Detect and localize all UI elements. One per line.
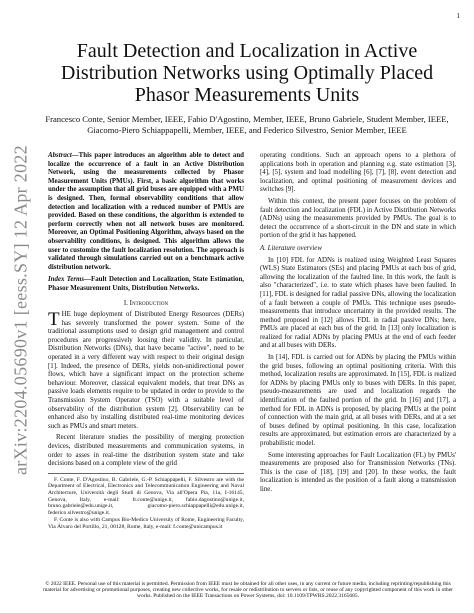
footnote-affiliation: F. Conte, F. D'Agostino, B. Gabriele, G.-P. Schiappapelli, F. Silvestro are with the Department of Electrical, Electronics and Telecommunication Engineering and Naval Architecture, Università degli Studi di Genova, Via all'Opera Pia, 11a, I-16145, Genova, Italy, e-mail: fr.conte@unige.it, fabio.dagostino@unige.it, bruno.gabriele@edu.unige.it, giacomo-piero.schiappapelli@edu.unige.it, federico.silvestro@unige.it.	[48, 476, 244, 516]
right-paragraph-1: operating conditions. Such an approach opens to a plethora of applications both in operation and planning e.g. state estimation [3], [4], [5], system and load modelling [6], [7], [8], event detection and localization, and optimal positioning of measurement devices and switches [9].	[260, 152, 456, 194]
index-terms-text: —Fault Detection and Localization, State Estimation, Phasor Measurement Units, Distribution Networks.	[48, 276, 245, 292]
right-column	[260, 152, 456, 498]
abstract	[48, 152, 244, 272]
literature-paragraph-2: In [14], FDL is carried out for ADNs by placing the PMUs within the grid buses, following an optimal positioning criteria. With this method, localization results are approximated. In [15], FDL is realized for ADNs by placing PMUs only to buses with DERs. In this paper, pseudo-measurements are used and localization regards the identification of the faulted portion of the grid. In [16] and [17], a method for FDL in ADNs is proposed, by placing PMUs at the point of connection with the main grid, at all buses with DERs, and at a set of buses defined by optimal positioning. In this case, localization results are approximated, but estimation errors are characterized by a probabilistic model.	[260, 354, 456, 447]
left-column	[48, 152, 244, 532]
abstract-label: Abstract	[48, 152, 72, 159]
intro-paragraph-1-text: HE huge deployment of Distributed Energy Resources (DERs) has severely transformed the power system. Some of the traditional assumptions used to design grid management and control procedures are progressively loosing their validity. In particular, Distribution Networks (DNs), that have became "active", need to be operated in a very different way with respect to their original design [1]. Indeed, the presence of DERs, yields non-unidirectional power flows, which have a significant impact on the protection scheme behaviour. Moreover, classical equivalent models, that treat DNs as passive loads elements require to be updated in order to provide to the Transmission System Operator (TSO) with a suitable level of observability of the distribution system [2]. Observability can be enhanced also by installing distributed real-time monitoring devices such as PMUs and smart meters.	[48, 311, 244, 430]
subsection-heading-literature: A. Literature overview	[260, 244, 322, 252]
intro-paragraph-1	[48, 311, 244, 431]
arxiv-stamp	[6, 145, 36, 475]
literature-paragraph-3: Some interesting approaches for Fault Localization (FL) by PMUs' measurements are proposed also for Transmission Networks (TNs). This is the case of [18], [19] and [20]. In these works, the fault localization is intended as the position of a fault along a transmission line.	[260, 451, 456, 493]
author-list: Francesco Conte, Senior Member, IEEE, Fabio D'Agostino, Member, IEEE, Bruno Gabriele, Student Member, IEEE, Giacomo-Piero Schiappapelli, Member, IEEE, and Federico Silvestro, Senior Member, IEEE	[45, 114, 449, 135]
literature-paragraph-1: In [10] FDL for ADNs is realized using Weighted Least Squares (WLS) State Estimators (SEs) and placing PMUs at each bus of grid, allowing the localization of the faulted line. In this work, the fault is also "characterized", i.e. to state which phases have been faulted. In [11], FDL is designed for radial passive DNs, allowing the localization of a fault between a couple of PMUs. This technique uses pseudo-measurements that introduce uncertainty in the provided results. The method proposed in [12] allows FDL in radial passive DNs; here, PMUs are placed at each bus of the grid. In [13] only localization is realized for radial ADNs by placing PMUs at the end of each feeder and at all buses with DERs.	[260, 256, 456, 350]
intro-paragraph-2: Recent literature studies the possibility of merging protection devices, distributed measurements and communication systems, in order to asses in real-time the distribution system state and take decisions based on a complete view of the grid	[48, 434, 244, 468]
index-terms-label: Index Terms	[48, 276, 85, 284]
right-paragraph-2: Within this context, the present paper focuses on the problem of fault detection and localization (FDL) in Active Distribution Networks (ADNs) using the measurements provided by PMUs. The goal is to detect the occurrence of a short-circuit in the DN and state in which portion of the grid it has happened.	[260, 197, 456, 240]
paper-title: Fault Detection and Localization in Active Distribution Networks using Optimally Placed Phasor Measurements Units	[60, 40, 434, 106]
abstract-text: —This paper introduces an algorithm able to detect and localize the occurrence of a fault in an Active Distribution Network, using the measurements collected by Phasor Measurement Units (PMUs). First, a basic algorithm that works under the assumption that all grid buses are equipped with a PMU is designed. Then, formal observability conditions that allow detection and localization with a reduced number of PMUs are provided. Based on these conditions, the algorithm is extended to perform correctly when not all network buses are monitored. Moreover, an Optimal Positioning Algorithm, always based on the observability conditions, is designed. This algorithm allows the user to customize the fault localization resolution. The approach is validated through simulations carried out on a benchmark active distribution network.	[48, 152, 244, 271]
section-heading-introduction: I. Introduction	[123, 299, 169, 307]
author-footnotes	[48, 473, 244, 531]
page-number: 1	[456, 12, 460, 20]
index-terms	[48, 276, 244, 293]
copyright-notice: © 2022 IEEE. Personal use of this material is permitted. Permission from IEEE must be obtained for all other uses, in any current or future media, including reprinting/republishing this material for advertising or promotional purposes, creating new collective works, for resale or redistribution to servers or lists, or reuse of any copyrighted component of this work in other works. Published on the IEEE Transactions on Power Systems, doi: 10.1109/TPWRS.2022.3165685.	[43, 581, 453, 600]
drop-cap: T	[48, 309, 60, 331]
footnote-second-affiliation: F. Conte is also with Campus Bio-Medico University of Rome, Engineering Faculty, Via Álvaro del Portillo, 21, 00128, Rome, Italy, e-mail: f.conte@unicampus.it	[48, 517, 244, 530]
arxiv-stamp-text: arXiv:2204.05690v1 [eess.SY] 12 Apr 2022	[10, 145, 31, 475]
